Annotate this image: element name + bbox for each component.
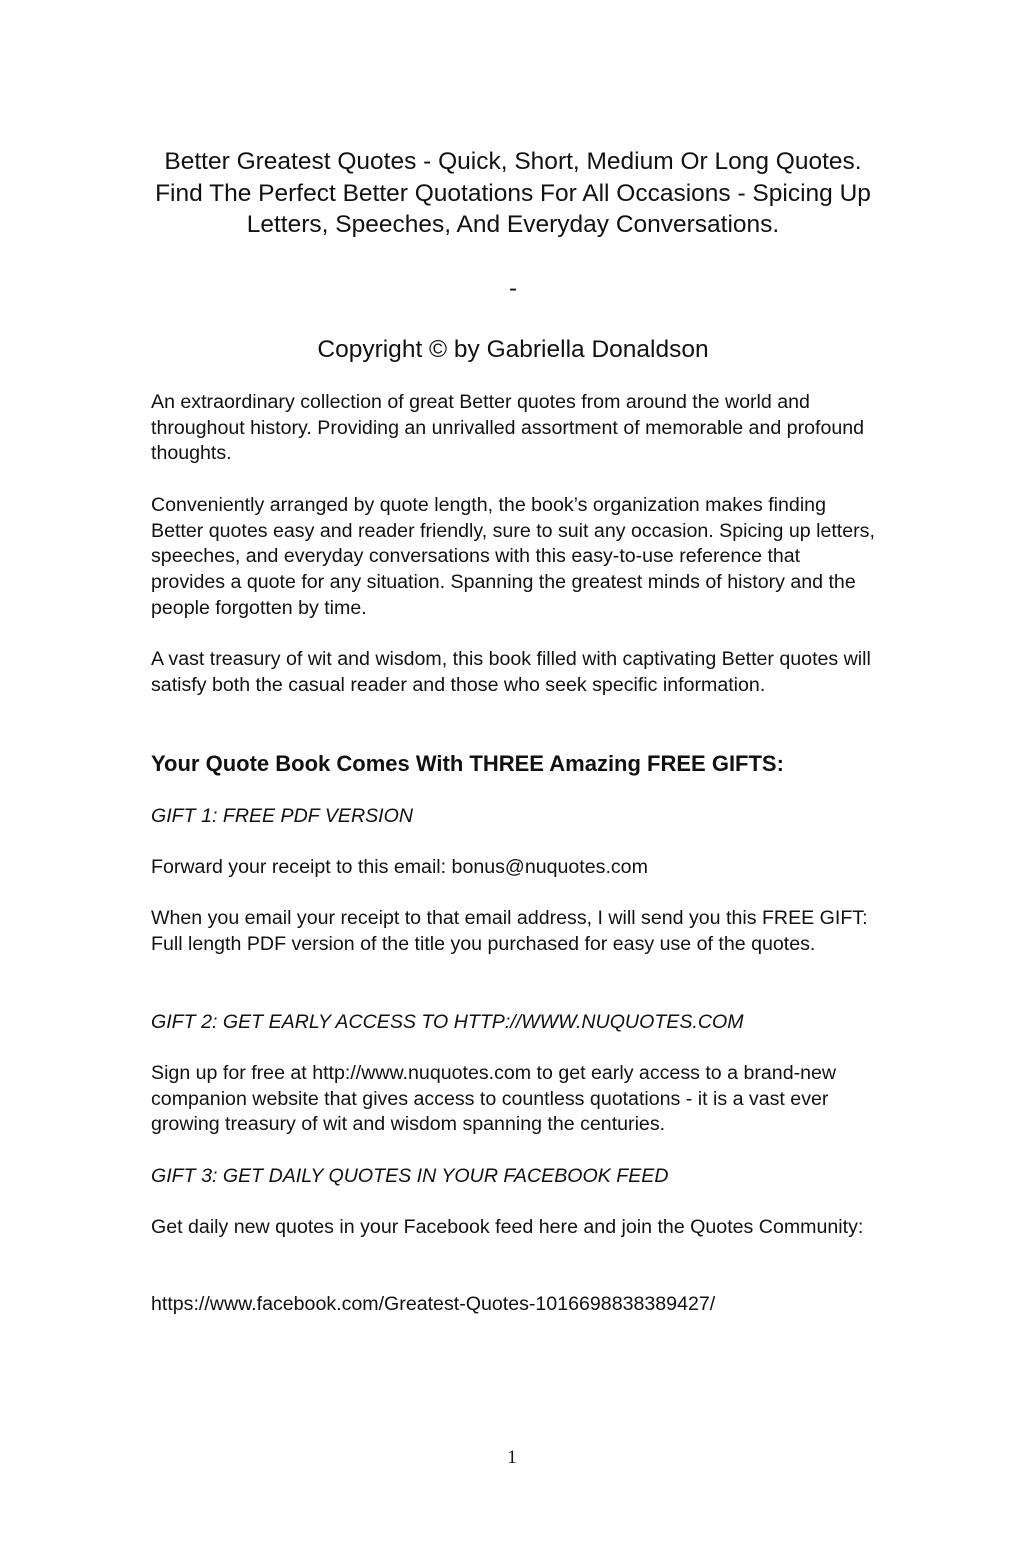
gift-2-title: GIFT 2: GET EARLY ACCESS TO HTTP://WWW.NUQUOTES.COM	[151, 1011, 744, 1033]
separator-dash: -	[509, 275, 517, 302]
gift-1-body: When you email your receipt to that email address, I will send you this FREE GIFT: Full length PDF version of the title you purchased for easy use of the quotes.	[151, 907, 868, 955]
gift-1-title: GIFT 1: FREE PDF VERSION	[151, 805, 414, 827]
gifts-heading: Your Quote Book Comes With THREE Amazing FREE GIFTS:	[151, 751, 784, 776]
gift-3-title: GIFT 3: GET DAILY QUOTES IN YOUR FACEBOOK FEED	[151, 1165, 669, 1187]
page-number: 1	[507, 1447, 517, 1468]
facebook-link[interactable]: https://www.facebook.com/Greatest-Quotes-1016698838389427/	[151, 1293, 716, 1315]
gift-3-body: Get daily new quotes in your Facebook feed here and join the Quotes Community:	[151, 1216, 864, 1238]
gift-2-body: Sign up for free at http://www.nuquotes.com to get early access to a brand-new companion website that gives access to countless quotations - it is a vast ever growing treasury of wit and wisdom spanning the centuries.	[151, 1062, 837, 1136]
book-title: Better Greatest Quotes - Quick, Short, Medium Or Long Quotes. Find The Perfect Better Quotations For All Occasions - Spicing Up Letters, Speeches, And Everyday Conversations.	[155, 148, 871, 238]
intro-paragraph-2: Conveniently arranged by quote length, the book’s organization makes finding Better quotes easy and reader friendly, sure to suit any occasion. Spicing up letters, speeches, and everyday conversations with this easy-to-use reference that provides a quote for any situation. Spanning the greatest minds of history and the people forgotten by time.	[151, 494, 875, 619]
gift-1-email-line: Forward your receipt to this email: bonus@nuquotes.com	[151, 856, 648, 878]
copyright-line: Copyright © by Gabriella Donaldson	[317, 336, 709, 363]
intro-paragraph-3: A vast treasury of wit and wisdom, this book filled with captivating Better quotes will satisfy both the casual reader and those who seek specific information.	[151, 648, 871, 696]
intro-paragraph-1: An extraordinary collection of great Better quotes from around the world and throughout history. Providing an unrivalled assortment of memorable and profound thoughts.	[151, 391, 865, 465]
